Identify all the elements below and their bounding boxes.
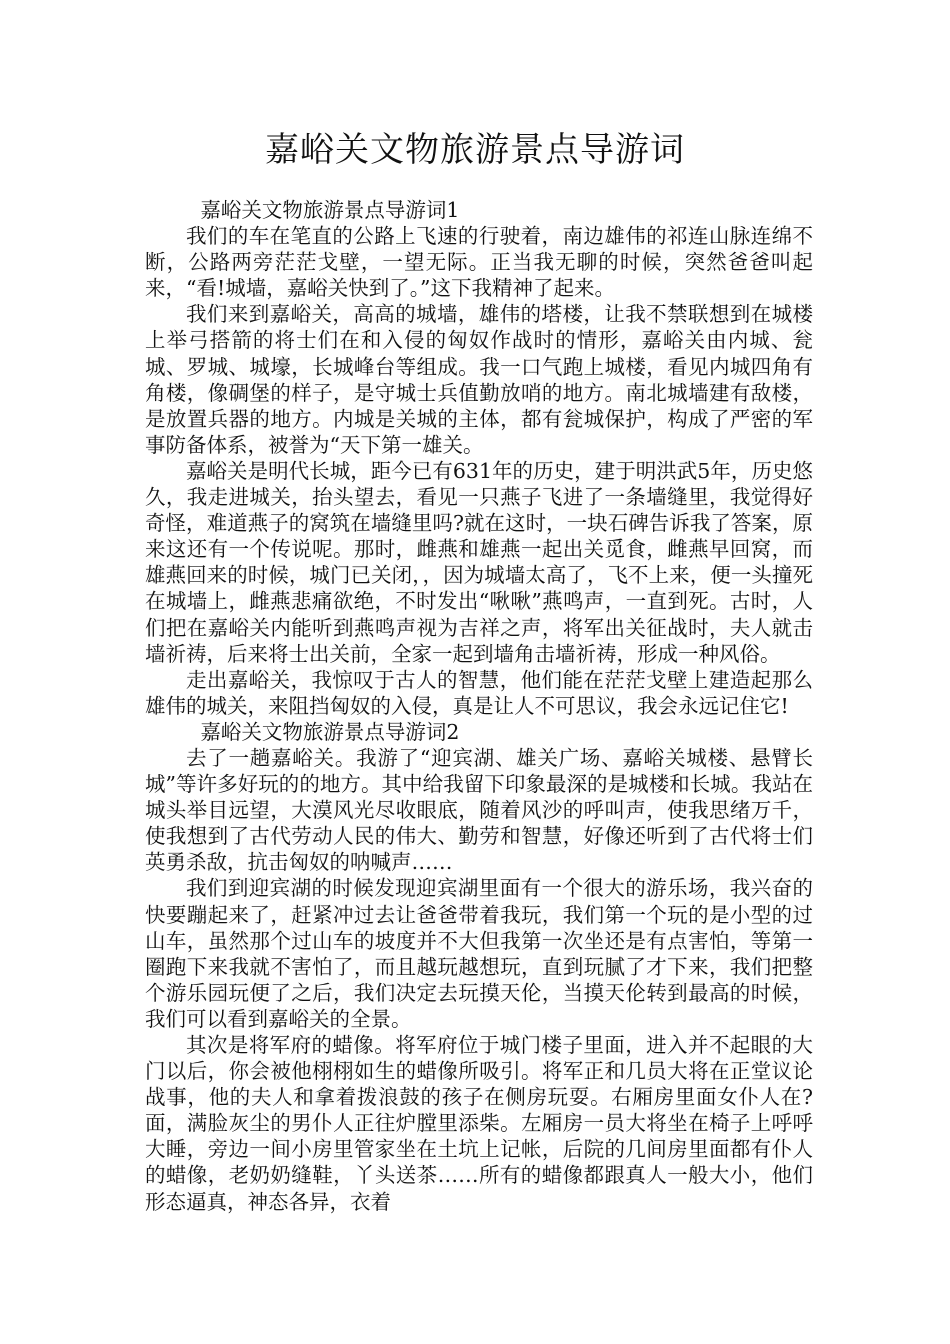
body-paragraph: 我们来到嘉峪关，高高的城墙，雄伟的塔楼，让我不禁联想到在城楼上举弓搭箭的将士们在和入侵的匈奴作战时的情形，嘉峪关由内城、瓮城、罗城、城壕，长城峰台等组成。我一口气跑上城楼，看见内城四角有角楼，像碉堡的样子，是守城士兵值勤放哨的地方。南北城墙建有敌楼，是放置兵器的地方。内城是关城的主体，都有瓮城保护，构成了严密的军事防备体系，被誉为“天下第一雄关。 (145, 302, 813, 457)
document-title: 嘉峪关文物旅游景点导游词 (265, 130, 685, 170)
section-heading: 嘉峪关文物旅游景点导游词2 (200, 719, 460, 744)
body-paragraph: 我们的车在笔直的公路上飞速的行驶着，南边雄伟的祁连山脉连绵不断，公路两旁茫茫戈壁，一望无际。正当我无聊的时候，突然爸爸叫起来，“看!城墙，嘉峪关快到了。”这下我精神了起来。 (145, 224, 813, 301)
section-heading: 嘉峪关文物旅游景点导游词1 (200, 198, 460, 222)
document-body (145, 197, 813, 1215)
body-paragraph: 嘉峪关是明代长城，距今已有631年的历史，建于明洪武5年，历史悠久，我走进城关，抬头望去，看见一只燕子飞进了一条墙缝里，我觉得好奇怪，难道燕子的窝筑在墙缝里吗?就在这时，一块石碑告诉我了答案，原来这还有一个传说呢。那时，雌燕和雄燕一起出关觅食，雌燕早回窝，而雄燕回来的时候，城门已关闭，，因为城墙太高了，飞不上来，便一头撞死在城墙上，雌燕悲痛欲绝，不时发出“啾啾”燕鸣声，一直到死。古时，人们把在嘉峪关内能听到燕鸣声视为吉祥之声，将军出关征战时，夫人就击墙祈祷，后来将士出关前，全家一起到墙角击墙祈祷，形成一种风俗。 (145, 458, 813, 666)
body-paragraph: 我们到迎宾湖的时候发现迎宾湖里面有一个很大的游乐场，我兴奋的快要蹦起来了，赶紧冲过去让爸爸带着我玩，我们第一个玩的是小型的过山车，虽然那个过山车的坡度并不大但我第一次坐还是有点害怕，等第一圈跑下来我就不害怕了，而且越玩越想玩，直到玩腻了才下来，我们把整个游乐园玩便了之后，我们决定去玩摸天伦，当摸天伦转到最高的时候，我们可以看到嘉峪关的全景。 (145, 876, 813, 1031)
body-paragraph: 去了一趟嘉峪关。我游了“迎宾湖、雄关广场、嘉峪关城楼、悬臂长城”等许多好玩的的地方。其中给我留下印象最深的是城楼和长城。我站在城头举目远望，大漠风光尽收眼底，随着风沙的呼叫声，使我思绪万千，使我想到了古代劳动人民的伟大、勤劳和智慧，好像还听到了古代将士们英勇杀敌，抗击匈奴的呐喊声…… (145, 745, 813, 875)
body-paragraph: 其次是将军府的蜡像。将军府位于城门楼子里面，进入并不起眼的大门以后，你会被他栩栩如生的蜡像所吸引。将军正和几员大将在正堂议论战事，他的夫人和拿着拨浪鼓的孩子在侧房玩耍。右厢房里面女仆人在?面，满脸灰尘的男仆人正往炉膛里添柴。左厢房一员大将坐在椅子上呼呼大睡，旁边一间小房里管家坐在土坑上记帐，后院的几间房里面都有仆人的蜡像，老奶奶缝鞋，丫头送茶……所有的蜡像都跟真人一般大小，他们形态逼真，神态各异，衣着 (145, 1033, 813, 1214)
body-paragraph: 走出嘉峪关，我惊叹于古人的智慧，他们能在茫茫戈壁上建造起那么雄伟的城关，来阻挡匈奴的入侵，真是让人不可思议，我会永远记住它! (145, 667, 813, 718)
